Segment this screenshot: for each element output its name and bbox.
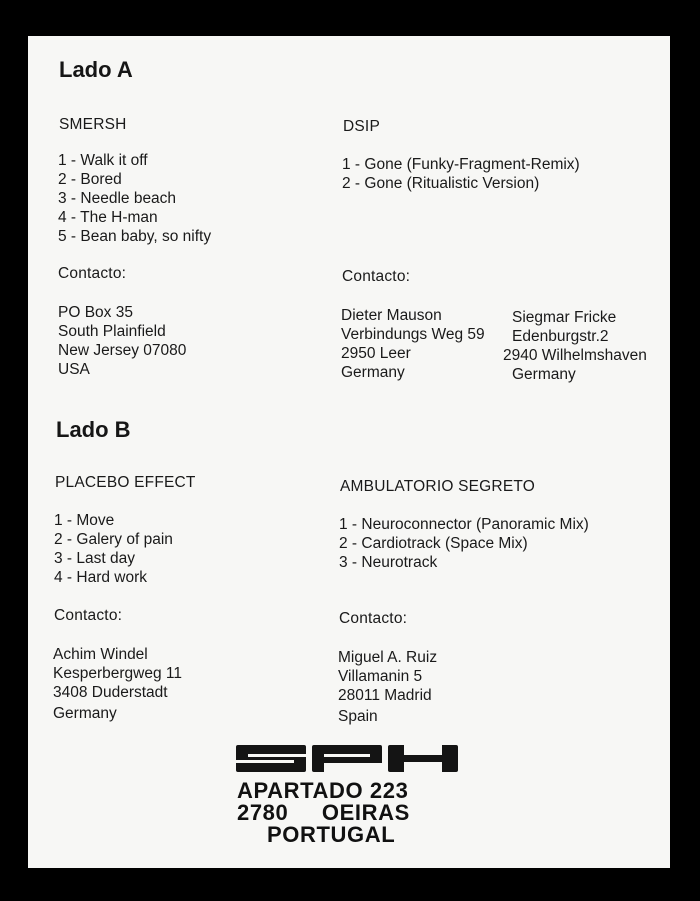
address-line: Edenburgstr.2 <box>512 328 609 345</box>
tracklist-smersh <box>58 151 211 246</box>
band-name-placebo-effect: PLACEBO EFFECT <box>55 474 196 491</box>
track-item: 3 - Last day <box>54 550 135 567</box>
contact-label: Contacto: <box>58 265 127 282</box>
tracklist-ambulatorio-segreto <box>339 515 589 572</box>
address-line: Germany <box>512 366 576 383</box>
track-item: 5 - Bean baby, so nifty <box>58 228 212 245</box>
address-ambulatorio-segreto <box>338 648 437 726</box>
track-item: 2 - Cardiotrack (Space Mix) <box>339 535 528 552</box>
band-name-ambulatorio-segreto: AMBULATORIO SEGRETO <box>340 478 536 495</box>
address-line: Dieter Mauson <box>341 307 442 324</box>
sph-logo-graphic <box>236 745 458 772</box>
address-line: PO Box 35 <box>58 304 133 321</box>
address-dsip-fricke <box>503 308 647 384</box>
footer-address-line: PORTUGAL <box>267 822 396 847</box>
address-placebo-effect <box>53 645 182 723</box>
address-line: South Plainfield <box>58 323 166 340</box>
address-line: Kesperbergweg 11 <box>53 665 182 682</box>
track-item: 1 - Walk it off <box>58 152 148 169</box>
track-item: 4 - The H-man <box>58 209 158 226</box>
track-item: 1 - Neuroconnector (Panoramic Mix) <box>339 516 589 533</box>
address-line: Germany <box>53 705 117 722</box>
contact-label: Contacto: <box>339 610 408 627</box>
track-item: 2 - Galery of pain <box>54 531 173 548</box>
address-line: USA <box>58 361 90 378</box>
address-line: Siegmar Fricke <box>512 309 617 326</box>
band-name-dsip: DSIP <box>343 118 380 135</box>
contact-label: Contacto: <box>342 268 411 285</box>
address-line: Achim Windel <box>53 646 148 663</box>
sph-logo <box>236 745 458 772</box>
address-line: Germany <box>341 364 405 381</box>
track-item: 2 - Gone (Ritualistic Version) <box>342 175 540 192</box>
address-line: New Jersey 07080 <box>58 342 187 359</box>
address-line: 2950 Leer <box>341 345 411 362</box>
track-item: 3 - Needle beach <box>58 190 177 207</box>
address-line: Villamanin 5 <box>338 668 423 685</box>
address-line: Verbindungs Weg 59 <box>341 326 485 343</box>
footer-address-line: APARTADO 223 <box>237 778 409 803</box>
track-item: 1 - Move <box>54 512 115 529</box>
tracklist-dsip <box>342 155 580 193</box>
track-item: 1 - Gone (Funky-Fragment-Remix) <box>342 156 580 173</box>
track-item: 3 - Neurotrack <box>339 554 438 571</box>
address-line: Miguel A. Ruiz <box>338 649 438 666</box>
track-item: 2 - Bored <box>58 171 122 188</box>
footer-address-line: 2780 OEIRAS <box>237 800 410 825</box>
tracklist-placebo-effect <box>54 511 173 587</box>
address-line: 28011 Madrid <box>338 687 432 704</box>
contact-label: Contacto: <box>54 607 123 624</box>
address-smersh <box>58 303 186 379</box>
address-dsip-mauson <box>341 306 485 382</box>
address-line: 3408 Duderstadt <box>53 684 168 701</box>
band-name-smersh: SMERSH <box>59 116 127 133</box>
address-line: Spain <box>338 708 378 725</box>
track-item: 4 - Hard work <box>54 569 148 586</box>
side-b-title: Lado B <box>56 417 131 442</box>
side-a-title: Lado A <box>59 57 133 82</box>
address-line: 2940 Wilhelmshaven <box>503 347 647 364</box>
